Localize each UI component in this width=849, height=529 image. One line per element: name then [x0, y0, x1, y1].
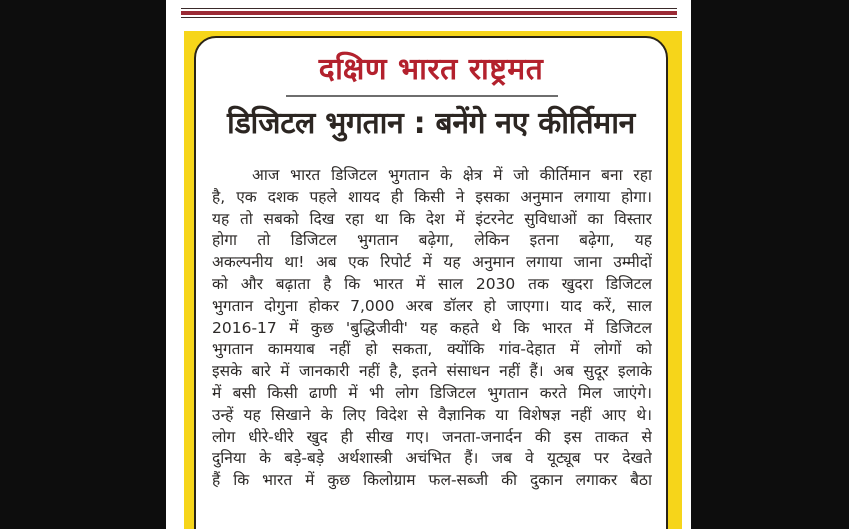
- body-line: उन्हें यह सिखाने के लिए विदेश से वैज्ञानिक या विशेषज्ञ नहीं आए थे।: [212, 405, 652, 424]
- body-line: भुगतान कामयाब नहीं हो सकता, क्योंकि गांव-देहात में लोगों को: [212, 340, 652, 359]
- body-line: 2016-17 में कुछ 'बुद्धिजीवी' यह कहते थे कि भारत में डिजिटल: [212, 318, 652, 337]
- article-headline: डिजिटल भुगतान : बनेंगे नए कीर्तिमान: [226, 106, 636, 141]
- body-line: लोग धीरे-धीरे खुद ही सीख गए। जनता-जनार्दन की इस ताकत से: [212, 427, 652, 446]
- body-line: यह तो सबको दिख रहा था कि देश में इंटरनेट सुविधाओं का विस्तार: [212, 209, 652, 228]
- body-line: में बसी किसी ढाणी में भी लोग डिजिटल भुगतान करते मिल जाएंगे।: [212, 383, 652, 402]
- masthead-divider: [286, 95, 558, 97]
- article-body: [212, 165, 652, 492]
- body-line: भुगतान दोगुना होकर 7,000 अरब डॉलर हो जाएगा। याद करें, साल: [212, 296, 652, 315]
- editorial-box: [194, 36, 668, 529]
- body-line: आज भारत डिजिटल भुगतान के क्षेत्र में जो कीर्तिमान बना रहा: [252, 166, 652, 184]
- top-rule-red-band: [181, 11, 677, 15]
- top-rule-thin-lower: [181, 17, 677, 18]
- body-line: को और बढ़ाता है कि भारत में साल 2030 तक खुदरा डिजिटल: [212, 274, 652, 293]
- body-line: अकल्पनीय था! अब एक रिपोर्ट में यह अनुमान लगाया जाना उम्मीदों: [212, 253, 652, 272]
- newspaper-page: [166, 0, 691, 529]
- body-line: दुनिया के बड़े-बड़े अर्थशास्त्री अचंभित हैं। जब वे यूट्यूब पर देखते: [212, 449, 652, 468]
- editorial-frame: [184, 31, 682, 529]
- body-line: होगा तो डिजिटल भुगतान बढ़ेगा, लेकिन इतना बढ़ेगा, यह: [212, 231, 652, 250]
- masthead-title: दक्षिण भारत राष्ट्रमत: [318, 52, 544, 87]
- body-line: इसके बारे में जानकारी नहीं है, इतने संसाधन नहीं हैं। अब सुदूर इलाके: [212, 362, 652, 381]
- body-line: है, एक दशक पहले शायद ही किसी ने इसका अनुमान लगाया होगा।: [212, 187, 652, 206]
- top-rule-thin-upper: [181, 8, 677, 9]
- body-line: हैं कि भारत में कुछ किलोग्राम फल-सब्जी की दुकान लगाकर बैठा: [212, 471, 652, 490]
